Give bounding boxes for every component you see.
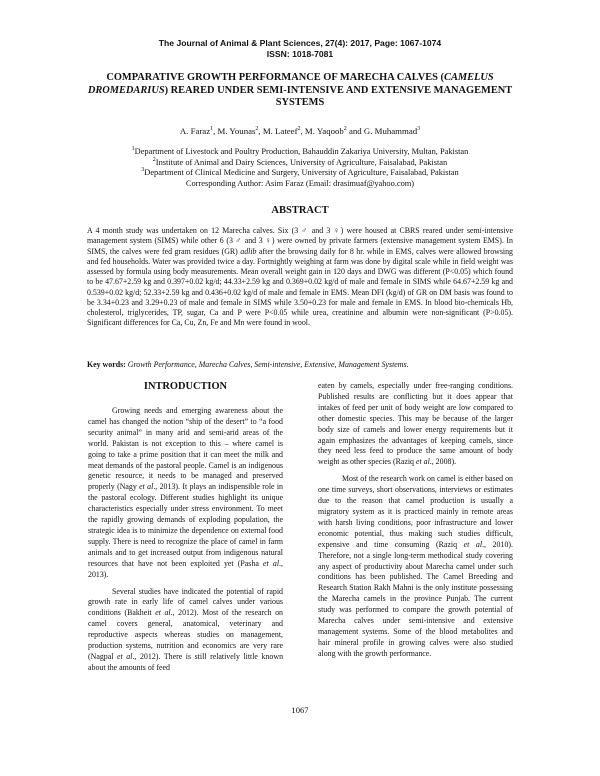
paragraph-text: ., 2008). [429, 457, 457, 467]
affiliation-text: Department of Livestock and Poultry Production, Bahauddin Zakariya University, Multan, Pakistan [134, 147, 469, 156]
italic-text: et al [117, 651, 133, 661]
author-separator: , [258, 126, 263, 136]
journal-issn: ISSN: 1018-7081 [266, 49, 334, 59]
keywords-text: Growth Performance, Marecha Calves, Semi-intensive, Extensive, Management Systems. [127, 360, 409, 369]
title-species: CAMELUS DROMEDARIUS [87, 72, 494, 96]
author-name: M. Younas [217, 126, 256, 136]
paragraph [318, 381, 513, 468]
paragraph-text: ., 2010). Therefore, not a single long-term methodical study covering any aspect of productivity about Marecha camel under such conditions has been published. The Camel Breeding and Research Station Rakh Mahni is the only institute possessing the Marecha camels in the province Punjab. The current study was performed to compare the growth potential of Marecha calves under semi-intensive and extensive management systems. Some of the blood metabolites and hair mineral profile in growing calves were also studied along with the growth performance. [318, 539, 513, 658]
title-part-1: COMPARATIVE GROWTH PERFORMANCE OF MARECHA CALVES ( [106, 72, 445, 83]
page-number: 1067 [291, 705, 309, 715]
keywords-label: Key words: [87, 360, 126, 369]
author-separator: and [346, 126, 364, 136]
title-part-2: ) REARED UNDER SEMI-INTENSIVE AND EXTENSIVE MANAGEMENT SYSTEMS [164, 84, 513, 109]
abstract-body [87, 226, 513, 329]
italic-text: et al [263, 558, 280, 568]
keywords [87, 360, 513, 370]
author-affiliation-mark: 2 [255, 126, 259, 133]
paragraph-text: ., 2012). There is still relatively little known about the amounts of feed [88, 651, 284, 672]
paragraph-text: Most of the research work on camel is either based on one time surveys, short observations, interviews or estimates due to the reason that camel production is usually a migratory system as it is practiced mainly in remote areas with harsh living conditions, poor infrastructure and lower economic potential, thus making such studies difficult, expensive and time consuming (Raziq [318, 474, 513, 549]
paragraph-text: ., 2013). [88, 558, 283, 579]
author-name: M. Yaqoob [304, 126, 344, 136]
affiliation-text: Institute of Animal and Dairy Sciences, University of Agriculture, Faisalabad, Pakistan [155, 157, 448, 167]
corresponding-author: Corresponding Author: Asim Faraz (Email: drasimuaf@yahoo.com) [185, 178, 415, 188]
abstract-text-2: after the browsing daily for 8 hr. while in EMS, calves were allowed browsing and fed households. Water was provided twice a day. Fortnightly weighing at farm was done by digital scale while in field weight was assessed by formula using body measurements. Mean overall weight gain in 120 days and DWG was different (P<0.05) which found to be 47.67+2.59 kg and 0.397+0.02 kg/d; 44.33+2.59 kg and 0.369+0.02 kg/d of male and female in SIMS while 64.67+2.59 kg and 0.539+0.02 kg/d; 52.33+2.59 kg and 0.436+0.02 kg/d of male and female in EMS. Mean DFI (kg/d) of GR on DM basis was found to be 3.34+0.23 and 3.29+0.23 of male and female in SIMS while 3.50+0.23 for male and female in EMS. In blood bio-chemicals Hb, cholesterol, triglycerides, TP, sugar, Ca and P were P<0.05 while urea, creatinine and albumin were non-significant (P>0.05). Significant differences for Ca, Cu, Zn, Fe and Mn were found in wool. [87, 246, 513, 328]
left-column [88, 406, 283, 680]
abstract-text-1: A 4 month study was undertaken on 12 Marecha calves. Six (3 ♂ and 3 ♀) were housed at CBRS reared under semi-intensive management system (SIMS) while other 6 (3 ♂ and 3 ♀) were owned by private farmers (extensive management system EMS). In SIMS, the calves were fed gram residues (GR) [87, 226, 513, 256]
paragraph-text: Several studies have indicated the potential of rapid growth rate in early life of camel calves under various conditions (Bakheit [88, 586, 283, 618]
affiliations [60, 147, 540, 189]
author-separator: , [213, 126, 218, 136]
paragraph-text: ., 2013). It plays an indispensible role in the pastoral ecology. Different studies highlight its unique characteristics especially under stress environment. To meet the rapidly growing demands of exploding population, the strategic idea is to minimize the dependence on external food supply. There is need to recognize the place of camel in farm animals and to get increased output from indigenous natural resources that have not been exploited yet (Pasha [88, 482, 284, 568]
italic-text: et al [415, 457, 430, 467]
abstract-italic: adlib [240, 246, 257, 256]
italic-text: et al [155, 608, 171, 618]
affiliation-list [60, 147, 540, 179]
paragraph-text: eaten by camels, especially under free-ranging conditions. Published results are conflicting but it does appear that intakes of feed per unit of body weight are low compared to other domestic species. This may be because of the larger body size of camels and lower energy requirements but it again emphasizes the advantages of keeping camels, since they need less feed to produce the same amount of body weight as other species (Raziq [318, 381, 513, 467]
journal-citation: The Journal of Animal & Plant Sciences, 27(4): 2017, Page: 1067-1074 [158, 38, 442, 48]
author-name: M. Lateef [262, 126, 298, 136]
affiliation-mark: 3 [141, 167, 145, 174]
author-affiliation-mark: 2 [297, 126, 301, 133]
paragraph-text: ., 2012). Most of the research on camel covers general, anatomical, veterinary and reproductive aspects whereas studies on management, production systems, nutrition and economics are very rare (Nagpal [88, 608, 283, 661]
right-column [318, 381, 513, 666]
author-affiliation-mark: 3 [417, 126, 421, 133]
paragraph-text: Growing needs and emerging awareness about the camel has changed the notion “ship of the desert” to “a food security animal” in many arid and semi-arid areas of the world. Pakistan is not exception to this – where camel is going to take a prime position that it can meet the milk and meat demands of the pastoral people. Camel is an indigenous genetic resource, it needs to be managed and preserved properly (Nagy [88, 406, 283, 492]
author-name: A. Faraz [179, 126, 211, 136]
abstract-heading: ABSTRACT [271, 205, 329, 216]
author-affiliation-mark: 2 [343, 126, 347, 133]
paragraph [318, 474, 513, 659]
author-separator: , [300, 126, 305, 136]
italic-text: et al [463, 539, 483, 549]
author-list [0, 126, 600, 137]
affiliation-line [60, 158, 540, 169]
paragraph [88, 587, 283, 674]
affiliation-mark: 2 [152, 156, 156, 163]
introduction-heading: INTRODUCTION [143, 381, 228, 392]
italic-text: et al [139, 482, 154, 492]
paper-title [80, 72, 520, 110]
affiliation-text: Department of Clinical Medicine and Surgery, University of Agriculture, Faisalabad, Pakistan [144, 168, 459, 178]
affiliation-mark: 1 [131, 146, 135, 153]
journal-header [0, 38, 600, 60]
affiliation-line [60, 168, 540, 179]
affiliation-line [60, 147, 540, 158]
author-affiliation-mark: 1 [210, 126, 214, 133]
author-name: G. Muhammad [363, 126, 418, 136]
paragraph [88, 406, 283, 581]
